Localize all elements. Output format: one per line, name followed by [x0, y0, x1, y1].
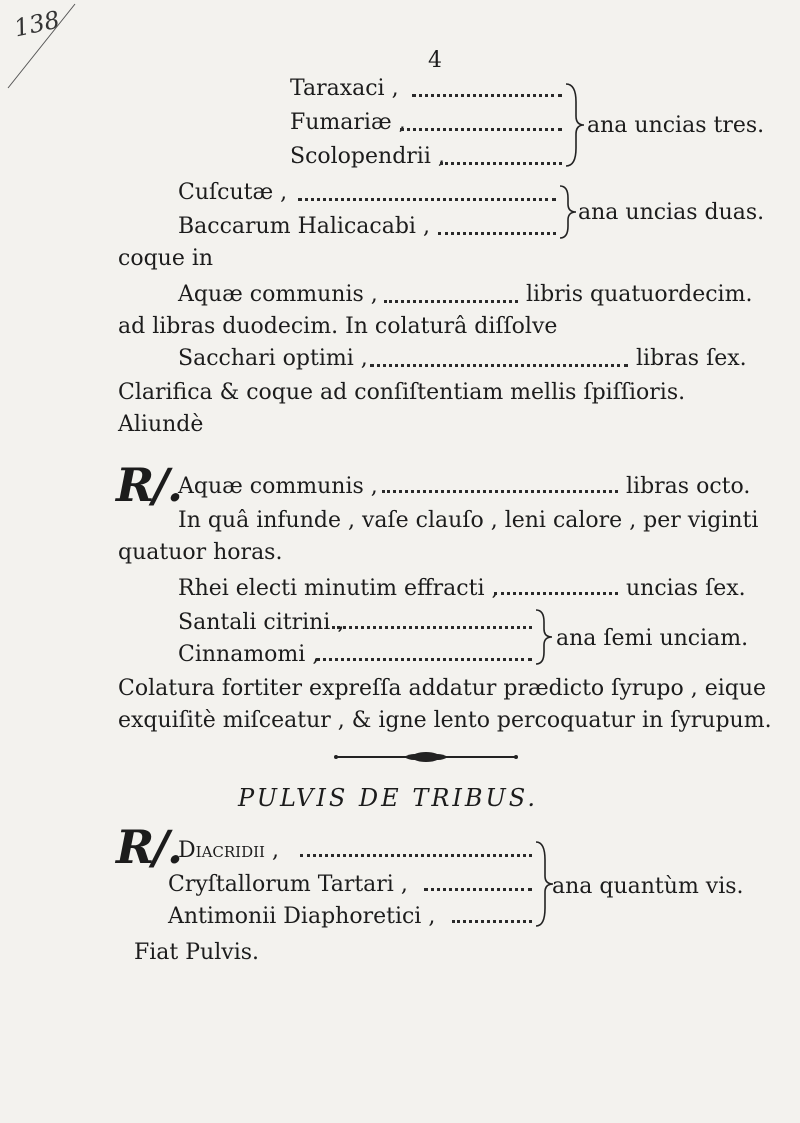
section-heading: PULVIS DE TRIBUS. — [238, 784, 538, 812]
recipe-symbol-2: R/. — [116, 820, 182, 874]
line-fiat-pulvis: Fiat Pulvis. — [134, 940, 260, 965]
line-scolopendrii: Scolopendrii , — [290, 144, 445, 169]
line-cuscutae: Cuſcutæ , — [178, 180, 288, 205]
line-aquae-2: Aquæ communis , — [178, 474, 378, 499]
line-aliunde: Aliundè — [118, 412, 204, 437]
brace-text-semi-unciam: ana ſemi unciam. — [556, 626, 749, 651]
line-aquae-1: Aquæ communis , — [178, 282, 378, 307]
line-santali: Santali citrini , — [178, 610, 345, 635]
line-in-qua: In quâ infunde , vaſe clauſo , leni calore , per viginti — [178, 508, 759, 533]
line-clarifica: Clarifica & coque ad conſiſtentiam mellis ſpiſſioris. — [118, 380, 686, 405]
line-quatuor-horas: quatuor horas. — [118, 540, 283, 565]
line-colatura: Colatura fortiter expreſſa addatur prædicto ſyrupo , eique — [118, 676, 767, 701]
handwritten-margin-mark: 138 — [11, 5, 63, 43]
leader-dots — [316, 658, 532, 661]
brace-group-3 — [532, 608, 558, 666]
amount-uncias-sex: uncias ſex. — [626, 576, 746, 601]
line-antimonii: Antimonii Diaphoretici , — [168, 904, 436, 929]
line-ad-libras: ad libras duodecim. In colaturâ diſſolve — [118, 314, 558, 339]
line-diacridii: Diacridii , — [178, 838, 279, 863]
leader-dots — [412, 94, 562, 97]
line-fumariae: Fumariæ , — [290, 110, 406, 135]
leader-dots — [400, 128, 562, 131]
leader-dots — [300, 854, 532, 857]
line-rhei: Rhei electi minutim effracti , — [178, 576, 499, 601]
line-sacchari: Sacchari optimi , — [178, 346, 368, 371]
line-baccarum: Baccarum Halicacabi , — [178, 214, 430, 239]
leader-dots — [332, 626, 532, 629]
brace-text-quantum-vis: ana quantùm vis. — [552, 874, 744, 899]
leader-dots — [298, 198, 556, 201]
line-crystallorum: Cryſtallorum Tartari , — [168, 872, 408, 897]
leader-dots — [382, 490, 618, 493]
amount-quatuordecim: libris quatuordecim. — [526, 282, 753, 307]
recipe-symbol: R/. — [116, 458, 182, 512]
ornamental-rule — [334, 750, 518, 764]
leader-dots — [438, 232, 556, 235]
amount-libras-sex: libras ſex. — [636, 346, 747, 371]
margin-pen-stroke — [0, 0, 90, 90]
leader-dots — [424, 888, 532, 891]
brace-text-duas: ana uncias duas. — [578, 200, 765, 225]
leader-dots — [440, 162, 562, 165]
leader-dots — [452, 920, 532, 923]
line-coque-in: coque in — [118, 246, 214, 271]
leader-dots — [494, 592, 618, 595]
brace-text-tres: ana uncias tres. — [587, 113, 765, 138]
leader-dots — [384, 300, 518, 303]
line-taraxaci: Taraxaci , — [290, 76, 399, 101]
brace-group-1 — [562, 82, 588, 168]
line-cinnamomi: Cinnamomi , — [178, 642, 320, 667]
page-number: 4 — [428, 48, 442, 73]
amount-libras-octo: libras octo. — [626, 474, 751, 499]
line-exquisite: exquiſitè miſceatur , & igne lento percoquatur in ſyrupum. — [118, 708, 772, 733]
leader-dots — [370, 364, 628, 367]
